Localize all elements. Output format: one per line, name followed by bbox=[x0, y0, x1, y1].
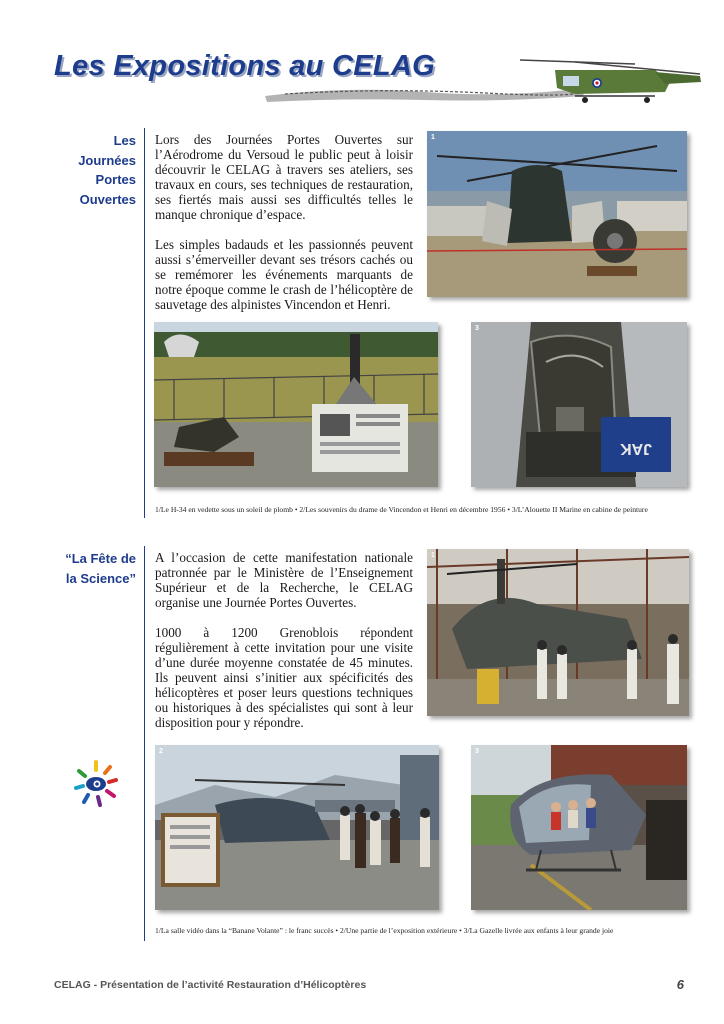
section2-divider bbox=[144, 546, 145, 941]
aircraft-tail-text: JAK bbox=[619, 440, 653, 457]
photo-gazelle bbox=[471, 745, 687, 910]
section1-label-line: Les bbox=[113, 133, 136, 148]
section2-paragraph: A l’occasion de cette manifestation nationale patronnée par le Ministère de l’Enseignement Supérieur et de la Recherche, le CELAG organise une Journée Portes Ouvertes. bbox=[155, 550, 413, 610]
section1-divider bbox=[144, 128, 145, 518]
section2-text bbox=[155, 550, 413, 730]
photo-number: 1 bbox=[431, 552, 435, 559]
photo-memorial bbox=[154, 322, 438, 487]
section1-caption: 1/Le H-34 en vedette sous un soleil de plomb • 2/Les souvenirs du drame de Vincendon et Henri en décembre 1956 • 3/L’Alouette II Marine en cabine de peinture bbox=[155, 505, 648, 514]
section1-paragraph: Lors des Journées Portes Ouvertes sur l’Aérodrome du Versoud le public peut à loisir découvrir le CELAG à travers ses ateliers, ses travaux en cours, ses techniques de restauration, ses fiertés mais aussi ses difficultés telles le manque chronique d’espace. bbox=[155, 132, 413, 222]
section2-label bbox=[65, 549, 136, 588]
section2-caption: 1/La salle vidéo dans la “Banane Volante” : le franc succès • 2/Une partie de l’exposition extérieure • 3/La Gazelle livrée aux enfants à leur grande joie bbox=[155, 926, 614, 935]
photo-h34 bbox=[427, 131, 687, 297]
photo-number: 3 bbox=[475, 748, 479, 755]
page-title: Les Expositions au CELAG bbox=[54, 50, 436, 82]
section1-label-line: Ouvertes bbox=[79, 191, 136, 207]
photo-alouette bbox=[471, 322, 687, 487]
section1-label-line: Portes bbox=[95, 172, 136, 187]
section1-text bbox=[155, 132, 413, 312]
helicopter-illustration bbox=[515, 52, 705, 108]
page-number: 6 bbox=[676, 977, 684, 992]
photo-number: 1 bbox=[431, 134, 435, 141]
section1-label bbox=[78, 131, 136, 209]
photo-outdoor-exhibition bbox=[155, 745, 439, 910]
section2-label-line: “La Fête de bbox=[65, 551, 136, 566]
section1-paragraph: Les simples badauds et les passionnés peuvent aussi s’émerveiller devant ses trésors cachés ou se remémorer les événements marquants de notre époque comme le crash de l’hélicoptère de sauvetage des alpinistes Vincendon et Henri. bbox=[155, 237, 413, 312]
photo-number: 3 bbox=[475, 325, 479, 332]
footer-text: CELAG - Présentation de l’activité Restauration d’Hélicoptères bbox=[54, 979, 367, 991]
photo-number: 2 bbox=[159, 748, 163, 755]
section2-label-line: la Science” bbox=[65, 570, 136, 586]
section2-paragraph: 1000 à 1200 Grenoblois répondent régulièrement à cette invitation pour une visite d’une durée moyenne constatée de 45 minutes. Ils peuvent ainsi s’initier aux spécificités des hélicoptères et poser leurs questions techniques ou historiques à des spécialistes qui sont à leur disposition pour y répondre. bbox=[155, 625, 413, 730]
photo-banane-volante bbox=[427, 549, 689, 716]
fete-de-la-science-logo bbox=[70, 758, 122, 810]
section1-label-line: Journées bbox=[78, 152, 136, 168]
